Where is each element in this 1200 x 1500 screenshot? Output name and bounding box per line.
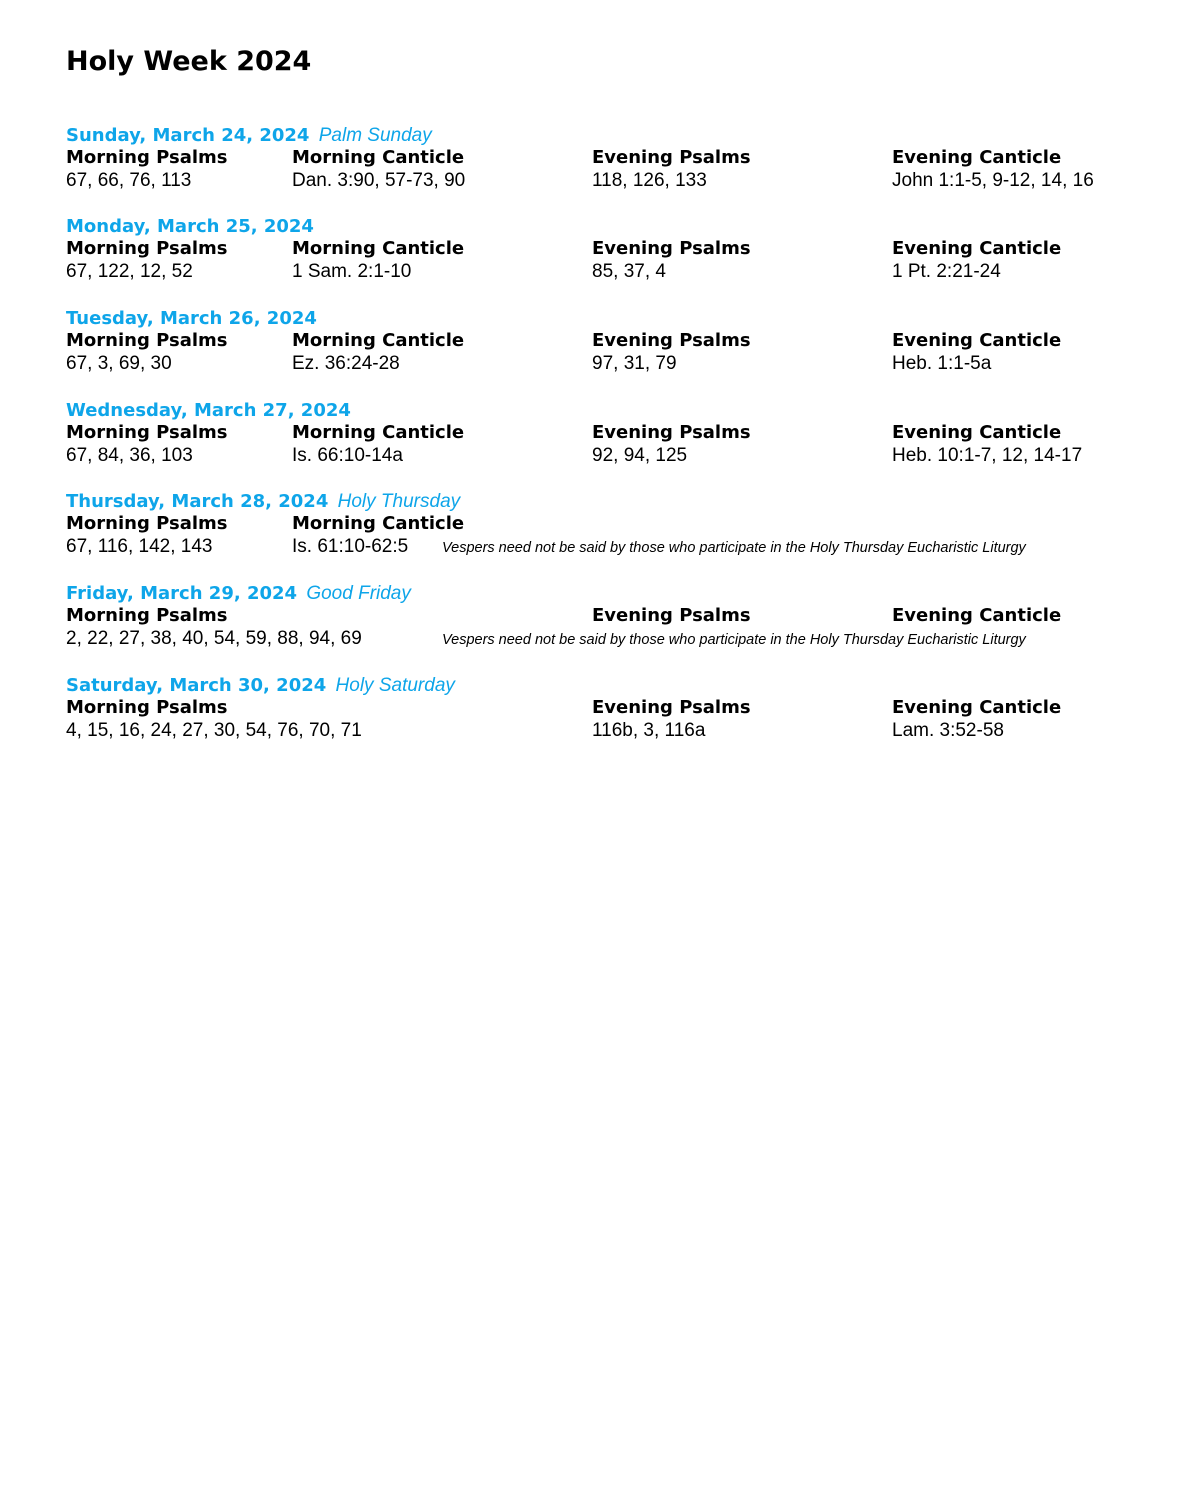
evening-psalms-label: Evening Psalms xyxy=(592,238,751,259)
morning-canticle-label: Morning Canticle xyxy=(292,238,465,259)
morning-psalms-value: 67, 122, 12, 52 xyxy=(66,261,193,282)
evening-psalms-value: 85, 37, 4 xyxy=(592,261,666,282)
day-date: Sunday, March 24, 2024 xyxy=(66,125,310,146)
evening-canticle-value: Heb. 10:1-7, 12, 14-17 xyxy=(892,445,1083,466)
morning-psalms-label: Morning Psalms xyxy=(66,422,228,443)
morning-psalms-label: Morning Psalms xyxy=(66,697,228,718)
day-friday xyxy=(66,582,1146,666)
vespers-note: Vespers need not be said by those who participate in the Holy Thursday Eucharistic Liturgy xyxy=(442,540,1026,556)
evening-canticle-label: Evening Canticle xyxy=(892,422,1062,443)
day-heading xyxy=(66,674,455,698)
day-saturday xyxy=(66,674,1146,758)
day-feast: Holy Thursday xyxy=(337,491,461,512)
evening-canticle-value: Lam. 3:52-58 xyxy=(892,720,1004,741)
day-date: Wednesday, March 27, 2024 xyxy=(66,400,351,421)
evening-canticle-label: Evening Canticle xyxy=(892,605,1062,626)
day-date: Thursday, March 28, 2024 xyxy=(66,491,329,512)
day-heading xyxy=(66,582,411,606)
morning-canticle-value: Ez. 36:24-28 xyxy=(292,353,400,374)
evening-canticle-label: Evening Canticle xyxy=(892,147,1062,168)
morning-psalms-label: Morning Psalms xyxy=(66,147,228,168)
morning-psalms-label: Morning Psalms xyxy=(66,605,228,626)
evening-psalms-value: 92, 94, 125 xyxy=(592,445,688,466)
evening-canticle-value: John 1:1-5, 9-12, 14, 16 xyxy=(892,170,1094,191)
evening-psalms-label: Evening Psalms xyxy=(592,697,751,718)
morning-psalms-value: 67, 116, 142, 143 xyxy=(66,536,213,557)
day-sunday xyxy=(66,124,1146,208)
evening-psalms-value: 118, 126, 133 xyxy=(592,170,707,191)
morning-psalms-value: 67, 66, 76, 113 xyxy=(66,170,192,191)
morning-canticle-value: Is. 66:10-14a xyxy=(292,445,403,466)
day-heading xyxy=(66,215,314,239)
day-date: Tuesday, March 26, 2024 xyxy=(66,308,317,329)
evening-psalms-value: 116b, 3, 116a xyxy=(592,720,706,741)
page-title: Holy Week 2024 xyxy=(66,46,312,77)
vespers-note: Vespers need not be said by those who participate in the Holy Thursday Eucharistic Liturgy xyxy=(442,632,1026,648)
morning-psalms-value: 67, 84, 36, 103 xyxy=(66,445,193,466)
day-date: Saturday, March 30, 2024 xyxy=(66,675,327,696)
morning-psalms-label: Morning Psalms xyxy=(66,238,228,259)
evening-psalms-label: Evening Psalms xyxy=(592,330,751,351)
day-feast: Good Friday xyxy=(306,583,411,604)
morning-canticle-label: Morning Canticle xyxy=(292,422,465,443)
evening-canticle-value: 1 Pt. 2:21-24 xyxy=(892,261,1001,282)
day-heading xyxy=(66,490,460,514)
evening-psalms-label: Evening Psalms xyxy=(592,605,751,626)
day-heading xyxy=(66,307,317,331)
morning-psalms-label: Morning Psalms xyxy=(66,330,228,351)
evening-canticle-label: Evening Canticle xyxy=(892,330,1062,351)
morning-psalms-value: 67, 3, 69, 30 xyxy=(66,353,172,374)
morning-psalms-label: Morning Psalms xyxy=(66,513,228,534)
morning-canticle-value: Dan. 3:90, 57-73, 90 xyxy=(292,170,466,191)
day-tuesday xyxy=(66,307,1146,391)
evening-psalms-value: 97, 31, 79 xyxy=(592,353,677,374)
evening-psalms-label: Evening Psalms xyxy=(592,422,751,443)
morning-canticle-value: Is. 61:10-62:5 xyxy=(292,536,409,557)
day-date: Friday, March 29, 2024 xyxy=(66,583,298,604)
morning-canticle-value: 1 Sam. 2:1-10 xyxy=(292,261,412,282)
day-heading xyxy=(66,124,432,148)
morning-canticle-label: Morning Canticle xyxy=(292,330,465,351)
day-date: Monday, March 25, 2024 xyxy=(66,216,314,237)
day-thursday xyxy=(66,490,1146,574)
evening-canticle-label: Evening Canticle xyxy=(892,697,1062,718)
morning-psalms-value: 4, 15, 16, 24, 27, 30, 54, 76, 70, 71 xyxy=(66,720,362,741)
morning-psalms-value: 2, 22, 27, 38, 40, 54, 59, 88, 94, 69 xyxy=(66,628,362,649)
evening-canticle-label: Evening Canticle xyxy=(892,238,1062,259)
day-heading xyxy=(66,399,351,423)
evening-psalms-label: Evening Psalms xyxy=(592,147,751,168)
evening-canticle-value: Heb. 1:1-5a xyxy=(892,353,992,374)
day-feast: Palm Sunday xyxy=(318,125,432,146)
morning-canticle-label: Morning Canticle xyxy=(292,147,465,168)
day-monday xyxy=(66,215,1146,299)
day-feast: Holy Saturday xyxy=(335,675,455,696)
morning-canticle-label: Morning Canticle xyxy=(292,513,465,534)
day-wednesday xyxy=(66,399,1146,483)
